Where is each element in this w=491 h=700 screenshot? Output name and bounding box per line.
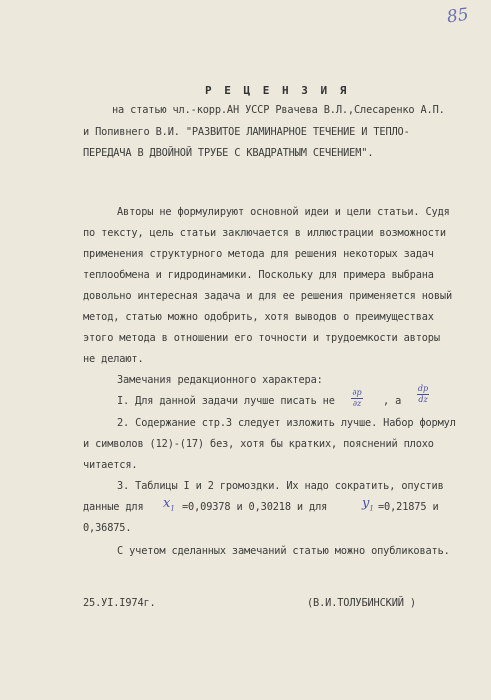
remark-3-line-3: 0,36875. bbox=[83, 522, 132, 534]
remark-1-text: I. Для данной задачи лучше писать не bbox=[117, 395, 335, 407]
document-title: Р Е Ц Е Н З И Я bbox=[205, 84, 350, 97]
remark-3-line-1: 3. Таблицы I и 2 громоздки. Их надо сократить, опустив bbox=[117, 480, 444, 492]
remark-1-connector: , а bbox=[383, 395, 402, 407]
partial-derivative-fraction bbox=[351, 389, 363, 408]
remark-2-line-1: 2. Содержание стр.3 следует изложить лучше. Набор формул bbox=[117, 417, 456, 429]
body-line-3: применения структурного метода для решения некоторых задач bbox=[83, 248, 434, 260]
body-line-1: Авторы не формулируют основной идеи и цели статьи. Судя bbox=[117, 206, 450, 218]
folio-number: 85 bbox=[445, 4, 470, 28]
body-line-2: по тексту, цель статьи заключается в иллюстрации возможности bbox=[83, 227, 446, 239]
x-subscript: 1 bbox=[170, 504, 175, 513]
conclusion: С учетом сделанных замечаний статью можно опубликовать. bbox=[117, 545, 450, 557]
body-line-4: теплообмена и гидродинамики. Поскольку для примера выбрана bbox=[83, 269, 434, 281]
body-line-6: метод, статью можно одобрить, хотя выводов о преимуществах bbox=[83, 311, 434, 323]
remark-3-line-2a: данные для bbox=[83, 501, 144, 513]
review-date: 25.УI.I974г. bbox=[83, 597, 156, 609]
heading-line-2: и Попивнего В.И. "РАЗВИТОЕ ЛАМИНАРНОЕ ТЕЧЕНИЕ И ТЕПЛО- bbox=[83, 126, 410, 138]
remark-2-line-2: и символов (12)-(17) без, хотя бы кратких, пояснений плохо bbox=[83, 438, 434, 450]
total-derivative-denominator: dz bbox=[418, 395, 428, 404]
total-derivative-fraction bbox=[417, 385, 429, 404]
heading-line-1: на статью чл.-корр.АН УССР Рвачева В.Л.,Слесаренко А.П. bbox=[112, 104, 445, 116]
handwritten-y-symbol bbox=[362, 496, 374, 513]
reviewer-signature: (В.И.ТОЛУБИНСКИЙ ) bbox=[307, 597, 416, 609]
y-symbol: y bbox=[362, 496, 370, 511]
body-line-5: довольно интересная задача и для ее решения применяется новый bbox=[83, 290, 453, 302]
partial-derivative-numerator: ∂p bbox=[352, 388, 362, 397]
remark-3-line-2c: =0,21875 и bbox=[378, 501, 439, 513]
total-derivative-numerator: dp bbox=[417, 384, 429, 393]
body-line-8: не делают. bbox=[83, 353, 144, 365]
body-line-7: этого метода в отношении его точности и трудоемкости авторы bbox=[83, 332, 440, 344]
partial-derivative-denominator: ∂z bbox=[352, 399, 362, 408]
remarks-header: Замечания редакционного характера: bbox=[117, 374, 323, 386]
remark-2-line-3: читается. bbox=[83, 459, 138, 471]
handwritten-x-symbol bbox=[163, 496, 175, 513]
x-symbol: x bbox=[163, 496, 171, 511]
remark-3-line-2b: =0,09378 и 0,30218 и для bbox=[182, 501, 328, 513]
heading-line-3: ПЕРЕДАЧА В ДВОЙНОЙ ТРУБЕ С КВАДРАТНЫМ СЕЧЕНИЕМ". bbox=[83, 147, 374, 159]
y-subscript: 1 bbox=[369, 504, 374, 513]
